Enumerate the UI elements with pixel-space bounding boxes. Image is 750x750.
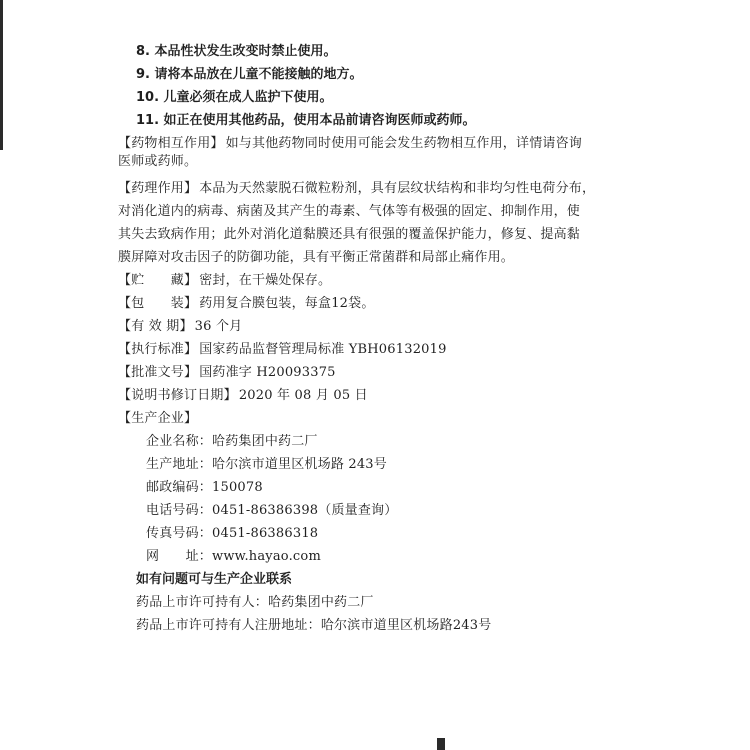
manufacturer-heading: 【生产企业】: [118, 411, 198, 426]
pharmacology-label: 【药理作用】: [118, 181, 198, 196]
phone-row: [146, 502, 397, 520]
warning-item-10: 10. 儿童必须在成人监护下使用。: [136, 90, 333, 105]
revision-row: [118, 387, 368, 405]
pharmacology-text-1: 本品为天然蒙脱石微粒粉剂，具有层纹状结构和非均匀性电荷分布，: [199, 181, 596, 196]
validity-value: 36 个月: [194, 319, 243, 334]
holder-name: 哈药集团中药二厂: [268, 595, 374, 610]
package-row: [118, 295, 375, 313]
contact-note: 如有问题可与生产企业联系: [136, 572, 293, 587]
warning-item-9: 9. 请将本品放在儿童不能接触的地方。: [136, 67, 363, 82]
holder-address-label: 药品上市许可持有人注册地址：: [136, 618, 321, 633]
fax-number: 0451-86386318: [212, 526, 319, 541]
website-label: 网 址：: [146, 549, 213, 564]
package-label: 【包 装】: [118, 296, 198, 311]
interaction-text-2: 医师或药师。: [118, 154, 198, 169]
standard-value: 国家药品监督管理局标准 YBH06132019: [199, 342, 447, 357]
warning-item-8: 8. 本品性状发生改变时禁止使用。: [136, 44, 337, 59]
approval-label: 【批准文号】: [118, 365, 198, 380]
approval-value: 国药准字 H20093375: [199, 365, 336, 380]
pharmacology-text-3: 其失去致病作用；此外对消化道黏膜还具有很强的覆盖保护能力，修复、提高黏: [118, 227, 581, 242]
scan-edge-mark: [0, 0, 3, 150]
website-row: [146, 548, 321, 566]
manufacturer-name-label: 企业名称：: [146, 434, 213, 449]
storage-row: [118, 272, 331, 290]
validity-row: [118, 318, 242, 336]
pharmacology-text-4: 膜屏障对攻击因子的防御功能，具有平衡正常菌群和局部止痛作用。: [118, 250, 515, 265]
approval-row: [118, 364, 336, 382]
holder-address-row: [136, 617, 491, 635]
fax-row: [146, 525, 318, 543]
manufacturer-address-label: 生产地址：: [146, 457, 213, 472]
manufacturer-name: 哈药集团中药二厂: [212, 434, 318, 449]
postal-code-label: 邮政编码：: [146, 480, 213, 495]
scan-edge-mark: [437, 738, 445, 750]
manufacturer-address-row: [146, 456, 387, 474]
revision-value: 2020 年 08 月 05 日: [238, 388, 368, 403]
website-url: www.hayao.com: [212, 549, 321, 564]
storage-value: 密封，在干燥处保存。: [199, 273, 332, 288]
standard-row: [118, 341, 447, 359]
pharmacology-text-2: 对消化道内的病毒、病菌及其产生的毒素、气体等有极强的固定、抑制作用，使: [118, 204, 581, 219]
storage-label: 【贮 藏】: [118, 273, 198, 288]
phone-number: 0451-86386398（质量查询）: [212, 503, 398, 518]
interaction-line-1: [118, 135, 582, 153]
holder-label: 药品上市许可持有人：: [136, 595, 269, 610]
postal-code: 150078: [212, 480, 263, 495]
manufacturer-name-row: [146, 433, 318, 451]
revision-label: 【说明书修订日期】: [118, 388, 237, 403]
interaction-text-1: 如与其他药物同时使用可能会发生药物相互作用，详情请咨询: [225, 136, 583, 151]
phone-label: 电话号码：: [146, 503, 213, 518]
postal-code-row: [146, 479, 263, 497]
holder-address: 哈尔滨市道里区机场路243号: [320, 618, 492, 633]
pharmacology-line-1: [118, 180, 595, 198]
manufacturer-address: 哈尔滨市道里区机场路 243号: [212, 457, 387, 472]
standard-label: 【执行标准】: [118, 342, 198, 357]
fax-label: 传真号码：: [146, 526, 213, 541]
validity-label: 【有 效 期】: [118, 319, 193, 334]
warning-item-11: 11. 如正在使用其他药品，使用本品前请咨询医师或药师。: [136, 113, 476, 128]
package-value: 药用复合膜包装，每盒12袋。: [199, 296, 375, 311]
holder-row: [136, 594, 374, 612]
interaction-label: 【药物相互作用】: [118, 136, 224, 151]
